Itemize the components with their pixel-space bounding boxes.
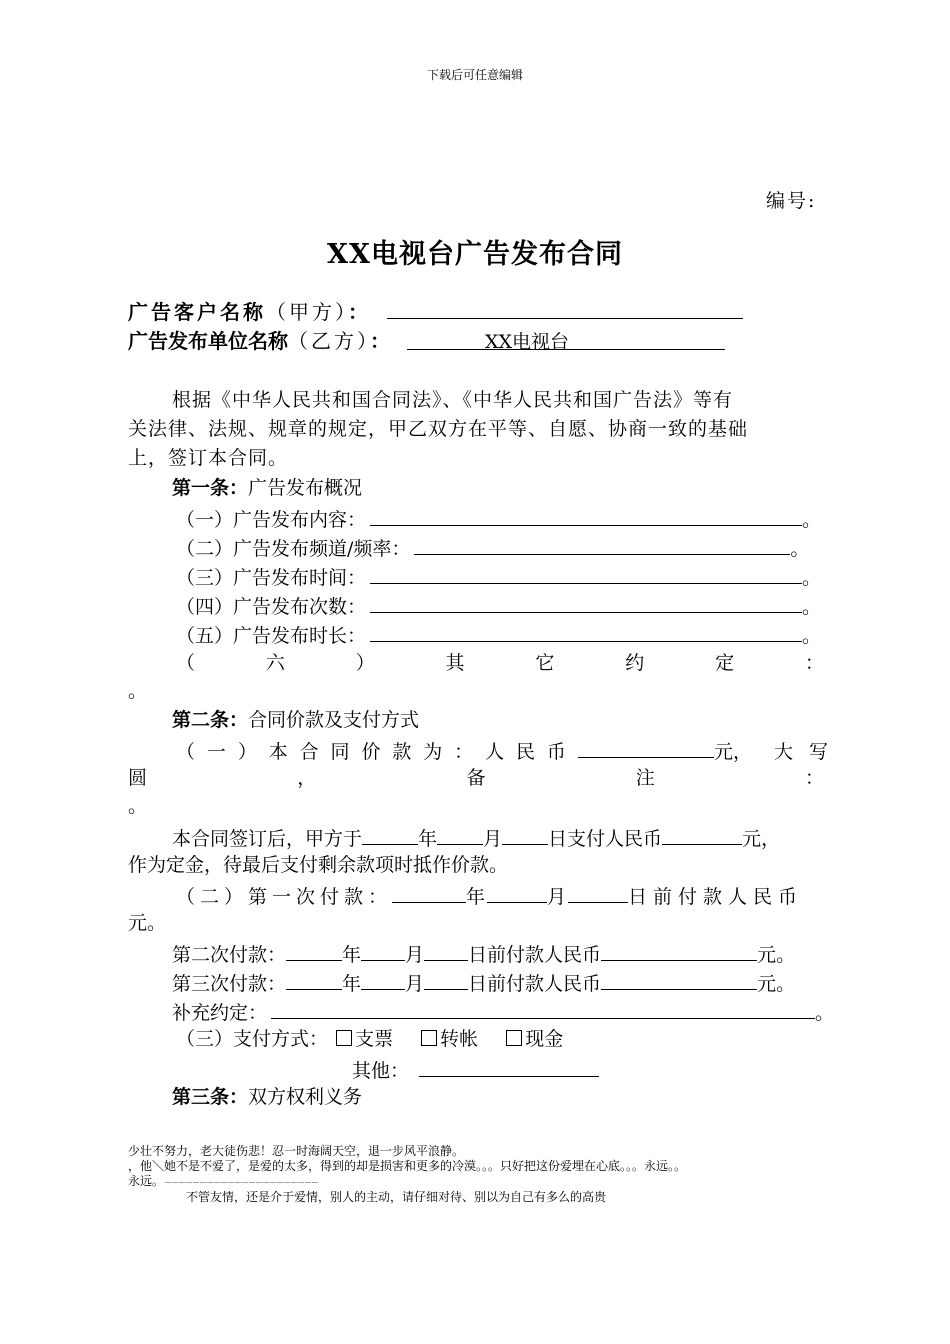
other-label: 其他：	[352, 1060, 410, 1082]
price-char: 本	[268, 741, 288, 763]
option-cash[interactable]	[506, 1028, 563, 1050]
header-note: 下载后可任意编辑	[426, 68, 523, 82]
price-char: 为	[423, 741, 443, 763]
item-period: 。	[802, 567, 822, 589]
price-char: 民	[515, 741, 535, 763]
item6-char: 它	[535, 652, 555, 674]
first-payment-rest: 日前付款人民币	[628, 886, 804, 908]
footer-line-3-text: 永远。	[128, 1174, 165, 1188]
month-label: 月	[547, 886, 569, 908]
remarks-char: 注	[635, 767, 655, 789]
price-line	[176, 735, 828, 766]
party-b-field[interactable]: XX电视台	[407, 328, 725, 350]
article-3-title: 双方权利义务	[248, 1086, 363, 1108]
third-payment-line	[172, 967, 795, 998]
remarks-line	[128, 764, 824, 792]
item6-char: （	[176, 652, 196, 674]
payment-other-line	[352, 1054, 599, 1085]
supplement-line	[172, 996, 834, 1027]
ad-channel-field[interactable]	[414, 532, 790, 555]
month-label: 月	[405, 973, 425, 995]
price-char: ）	[237, 741, 257, 763]
doc-number-label: 编号:	[766, 190, 817, 212]
item-label: （四）广告发布次数：	[176, 596, 367, 618]
article-1-heading	[172, 474, 362, 502]
party-b-label: 广告发布单位名称	[128, 329, 288, 353]
price-char: 合	[299, 741, 319, 763]
price-char: 人	[485, 741, 505, 763]
ad-time-field[interactable]	[370, 561, 802, 584]
item6-char: 其	[445, 652, 465, 674]
deposit-day-field[interactable]	[502, 822, 548, 845]
party-b-line	[128, 327, 725, 355]
remarks-char: ：	[804, 767, 824, 789]
price-char: 币	[546, 741, 566, 763]
option-cheque[interactable]	[336, 1028, 393, 1050]
third-payment-year-field[interactable]	[286, 967, 342, 990]
party-a-label: 广告客户名称	[128, 300, 266, 324]
second-payment-month-field[interactable]	[361, 938, 405, 961]
payment-method-label: （三）支付方式：	[176, 1028, 329, 1050]
price-amount-field[interactable]	[578, 735, 714, 758]
price-char: 款	[392, 741, 412, 763]
supplement-label: 补充约定：	[172, 1002, 268, 1024]
ad-content-field[interactable]	[370, 503, 802, 526]
first-payment-day-field[interactable]	[568, 880, 628, 903]
daxie-label	[774, 738, 828, 766]
article-3-label: 第三条：	[172, 1086, 249, 1108]
option-label: 支票	[355, 1028, 394, 1050]
party-b-paren: （乙方）	[288, 329, 370, 353]
year-label: 年	[342, 944, 362, 966]
item6-char: 六	[265, 652, 285, 674]
article-2-heading	[172, 706, 419, 734]
item6-char: 定	[715, 652, 735, 674]
intro-line-2: 关法律、法规、规章的规定，甲乙双方在平等、自愿、协商一致的基础	[128, 418, 749, 440]
third-payment-month-field[interactable]	[361, 967, 405, 990]
yuan-label: 元。	[757, 973, 796, 995]
second-payment-rest: 日前付款人民币	[468, 944, 602, 966]
article-1-title: 广告发布概况	[248, 477, 363, 499]
price-char: 价	[361, 741, 381, 763]
deposit-text: 本合同签订后，甲方于	[172, 828, 363, 850]
ad-count-field[interactable]	[370, 590, 802, 613]
year-label: 年	[342, 973, 362, 995]
first-payment-month-field[interactable]	[487, 880, 547, 903]
price-char: ：	[454, 741, 474, 763]
footer-line-1: 少壮不努力，老大徒伤悲！忍一时海阔天空，退一步风平浪静。	[128, 1144, 465, 1158]
page-title: XX电视台广告发布合同	[327, 239, 623, 270]
footer-dashes: －－－－－－－－－－－－－－－－－－－－－－	[164, 1178, 319, 1187]
remarks-char: 备	[466, 767, 486, 789]
first-payment-yuan: 元。	[128, 912, 167, 934]
item6-char: ）	[355, 652, 375, 674]
article-2-label: 第二条：	[172, 709, 249, 731]
item6-char: ：	[804, 652, 824, 674]
item-period: 。	[802, 596, 822, 618]
yuan-label: 元，	[742, 828, 781, 850]
second-payment-line	[172, 938, 795, 969]
third-payment-day-field[interactable]	[424, 967, 468, 990]
remarks-char: 圆	[128, 767, 148, 789]
item-period: 。	[802, 625, 822, 647]
second-payment-label: 第二次付款：	[172, 944, 287, 966]
footer-line-3	[128, 1174, 318, 1190]
deposit-year-field[interactable]	[362, 822, 418, 845]
article-1-item-1	[176, 503, 821, 534]
item-label: （二）广告发布频道/频率：	[176, 538, 411, 560]
daxie-char: 大	[774, 741, 794, 763]
party-b-colon: ：	[370, 329, 390, 353]
article-2-period: 。	[128, 795, 148, 817]
article-1-label: 第一条：	[172, 477, 249, 499]
option-label: 转帐	[440, 1028, 479, 1050]
party-a-colon: ：	[348, 300, 371, 324]
third-payment-amount-field[interactable]	[601, 967, 757, 990]
second-payment-day-field[interactable]	[424, 938, 468, 961]
deposit-pay-text: 日支付人民币	[548, 828, 663, 850]
item-period: 。	[802, 509, 822, 531]
article-1-item-3	[176, 561, 821, 592]
party-a-line	[128, 296, 743, 326]
deposit-month-field[interactable]	[437, 822, 483, 845]
supplement-field[interactable]	[271, 996, 815, 1019]
supplement-period: 。	[815, 1002, 835, 1024]
article-1-end-period: 。	[128, 680, 148, 702]
article-2-title: 合同价款及支付方式	[248, 709, 420, 731]
year-label: 年	[418, 828, 438, 850]
checkbox-transfer[interactable]	[421, 1030, 437, 1046]
checkbox-cheque[interactable]	[336, 1030, 352, 1046]
deposit-line	[172, 822, 780, 853]
second-payment-year-field[interactable]	[286, 938, 342, 961]
yuan-label: 元。	[757, 944, 796, 966]
footer-line-4: 不管友情，还是介于爱情，别人的主动，请仔细对待、别以为自己有多么的高贵	[186, 1190, 607, 1204]
month-label: 月	[405, 944, 425, 966]
year-label: 年	[466, 886, 488, 908]
intro-line-1: 根据《中华人民共和国合同法》、《中华人民共和国广告法》等有	[172, 389, 734, 411]
price-char: （	[176, 741, 196, 763]
article-1-item-4	[176, 590, 821, 621]
item-label: （五）广告发布时长：	[176, 625, 367, 647]
item-period: 。	[790, 538, 810, 560]
party-a-field[interactable]	[387, 296, 743, 319]
deposit-line-2: 作为定金，待最后支付剩余款项时抵作价款。	[128, 854, 509, 876]
price-yuan: 元，	[714, 741, 753, 763]
article-1-item-6	[176, 649, 824, 677]
option-transfer[interactable]	[421, 1028, 478, 1050]
third-payment-rest: 日前付款人民币	[468, 973, 602, 995]
ad-duration-field[interactable]	[370, 619, 802, 642]
article-1-item-5	[176, 619, 821, 650]
first-payment-line	[176, 880, 803, 911]
article-1-item-2	[176, 532, 809, 563]
item-label: （三）广告发布时间：	[176, 567, 367, 589]
payment-method-line	[176, 1025, 563, 1053]
article-3-heading	[172, 1083, 362, 1111]
first-payment-label: （二）第一次付款：	[176, 886, 393, 908]
party-a-paren: （甲方）	[266, 300, 348, 324]
month-label: 月	[483, 828, 503, 850]
daxie-char: 写	[808, 741, 828, 763]
first-payment-year-field[interactable]	[392, 880, 466, 903]
deposit-amount-field[interactable]	[662, 822, 742, 845]
price-char: 同	[330, 741, 350, 763]
remarks-char: ，	[297, 767, 317, 789]
item-label: （一）广告发布内容：	[176, 509, 367, 531]
checkbox-cash[interactable]	[506, 1030, 522, 1046]
item6-char: 约	[625, 652, 645, 674]
price-label	[176, 738, 566, 766]
option-label: 现金	[525, 1028, 564, 1050]
payment-other-field[interactable]	[419, 1054, 599, 1077]
price-char: 一	[206, 741, 226, 763]
third-payment-label: 第三次付款：	[172, 973, 287, 995]
second-payment-amount-field[interactable]	[601, 938, 757, 961]
intro-line-3: 上，签订本合同。	[128, 447, 289, 469]
footer-line-2: ，他＼她不是不爱了，是爱的太多，得到的却是损害和更多的冷漠。。。只好把这份爱埋在心底。。。永远。。	[128, 1159, 687, 1173]
